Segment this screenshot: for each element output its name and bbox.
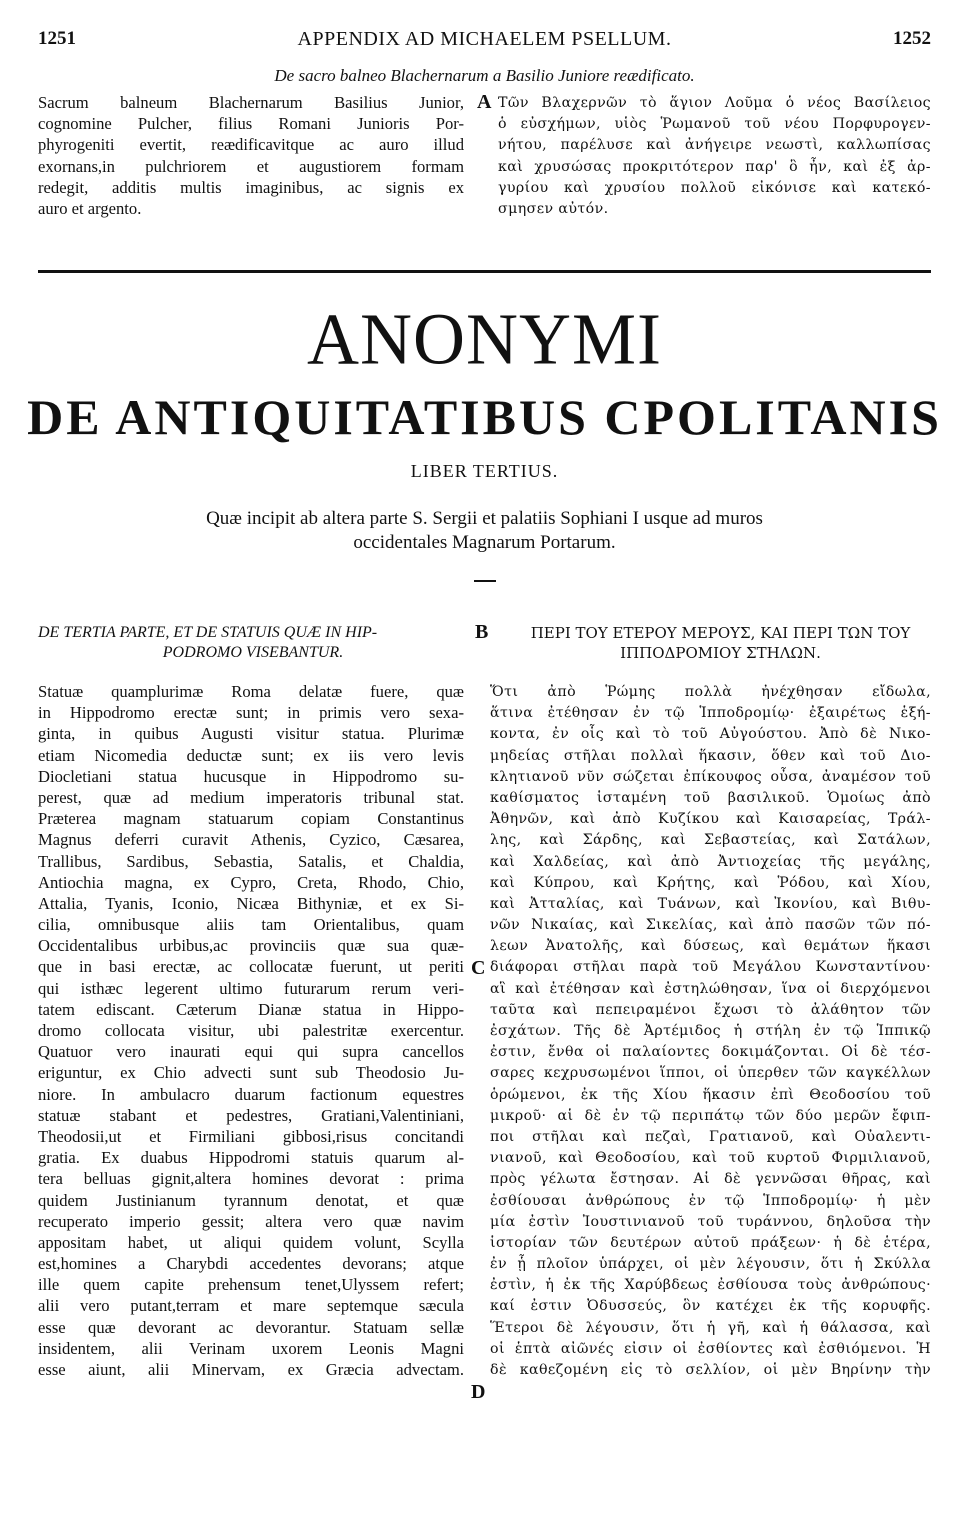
text-line: καὶ Ἀτταλίας, καὶ Τυάνων, καὶ Ἰκονίου, καὶ Βιθυ-: [490, 895, 931, 912]
text-line: ille quem capite prehensum tenet,Ulyssem refert;: [38, 1275, 464, 1295]
page-number-right: 1252: [893, 28, 931, 49]
text-line: πρὸς γέλωτα ἔστησαν. Αἱ δὲ γεννῶσαι θῆρας, καὶ: [490, 1171, 931, 1188]
text-line: Trallibus, Sardibus, Sebastia, Satalis, et Chaldia,: [38, 851, 464, 871]
text-line: Statuæ quamplurimæ Roma delatæ fuere, quæ: [38, 682, 464, 701]
text-line: Sacrum balneum Blachernarum Basilius Junior,: [38, 93, 464, 112]
text-line: esse aiunt, alii Minervam, ex Græcia advectam.: [38, 1360, 464, 1379]
text-line: recuperato imperio gessit; altera vero quæ navim: [38, 1211, 464, 1231]
text-line: Præterea magnam statuarum copiam Constantinus: [38, 809, 464, 829]
text-line: γυρίου καὶ χρυσίου πολλοῦ εἰκόνισε καὶ κατεκό-: [498, 179, 931, 196]
text-line: Occidentalibus urbibus,ac provinciis quæ sua quæ-: [38, 936, 464, 956]
text-line: ποι στῆλαι καὶ πεζαὶ, Γρατιανοῦ, καὶ Οὐαλεντι-: [490, 1128, 931, 1145]
body-latin-column: [38, 681, 464, 1380]
text-line: καὶ χρυσώσας προκριτότερον παρ' ὃ ἦν, καὶ ἐξ ἀρ-: [498, 158, 931, 175]
text-line: auro et argento.: [38, 198, 142, 218]
horizontal-rule: [38, 270, 931, 273]
text-line: Τῶν Βλαχερνῶν τὸ ἅγιον Λοῦμα ὁ νέος Βασίλειος: [498, 95, 931, 111]
text-line: καί ἐστιν Ὀδυσσεύς, ὃν κατέχει ἐκ τῆς κορυφῆς.: [490, 1298, 931, 1315]
text-line: insidentem, alii Verinam uxorem Leonis Magni: [38, 1338, 464, 1358]
text-line: ginta, in quibus Augusti visitur statua. Plurimæ: [38, 724, 464, 744]
text-line: Antiochia magna, ex Cypro, Creta, Rhodo, Chio,: [38, 872, 464, 892]
text-line: in Hippodromo erectæ sunt; in primis vero sexa-: [38, 703, 464, 723]
text-line: ἐν ᾗ πλοῖον ὑπάρχει, οἱ μὲν λέγουσιν, ὅτι ἡ Σκύλλα: [490, 1256, 931, 1273]
text-line: μηδείας στῆλαι πολλαὶ ἥκασιν, ὅθεν καὶ τοῦ Διο-: [490, 747, 931, 764]
text-line: que in basi erectæ, ac collocatæ fuerunt, ut periti: [38, 957, 464, 977]
greek-section-heading-line: ΙΠΠΟΔΡΟΜΙΟΥ ΣΤΗΛΩΝ.: [620, 644, 821, 662]
text-line: καὶ Χαλδείας, καὶ ἀπὸ Ἀντιοχείας τῆς μεγάλης,: [490, 853, 931, 870]
text-line: ἐστιν, ἔνθα οἱ παλαίοντες δοκιμάζονται. Οἱ δὲ τέσ-: [490, 1044, 931, 1061]
section-subheading: De sacro balneo Blachernarum a Basilio Juniore reædificato.: [274, 66, 695, 85]
text-line: niore. In ambulacro duarum factionum equestres: [38, 1084, 464, 1104]
margin-marker-b: B: [475, 621, 489, 643]
text-line: statuæ stabant et pedestres, Gratiani,Valentiniani,: [38, 1105, 464, 1125]
text-line: dromo collocata visitur, ubi palestritæ exercentur.: [38, 1021, 464, 1040]
text-line: σμησεν αὐτόν.: [498, 200, 609, 217]
text-line: ἱστορίαν τῶν δευτέρων αὐτοῦ πράξεων· ἡ δὲ ἑτέρα,: [490, 1234, 931, 1251]
text-line: ὁρώμενοι, ἐκ τῆς Χίου ἥκασιν ἐπὶ Θεοδοσίου τοῦ: [490, 1086, 931, 1103]
text-line: Diocletiani statua hucusque in Hippodromo su-: [38, 766, 464, 786]
text-line: etiam Nicomedia deductæ sunt; ex iis vero levis: [38, 745, 464, 765]
text-line: phyrogeniti evertit, reædificavitque ac auro illud: [38, 135, 464, 155]
text-line: νῶν Νικαίας, καὶ Σικελίας, καὶ ἀπὸ πασῶν τῶν πό-: [490, 917, 931, 934]
text-line: redegit, additis multis imaginibus, ac signis ex: [38, 177, 464, 197]
text-line: qui isthæc legerent ultimo futurarum rerum veri-: [38, 978, 464, 998]
text-line: οἱ ἑπτὰ αἰῶνές εἰσιν οἱ ἐσθίοντες καὶ ἐσθιόμενοι. Ἡ: [490, 1340, 931, 1357]
text-line: Magnus deferri curavit Athenis, Cyzico, Cæsarea,: [38, 830, 464, 850]
text-line: ἅτινα ἐτέθησαν ἐν τῷ Ἱπποδρομίῳ· ἐξαιρέτως ἑξή-: [490, 705, 931, 722]
text-line: ἐστὶν, ἡ ἐκ τῆς Χαρύβδεως ἐσθίουσα τοὺς ἀνθρώπους·: [490, 1277, 931, 1294]
text-line: perest, quæ ad medium imperatoris tribunal stat.: [38, 787, 464, 807]
text-line: Theodosii,ut et Firmiliani gibbosi,risus concitandi: [38, 1126, 464, 1146]
text-line: κοντα, ἐν οἷς καὶ τὸ τοῦ Αὐγούστου. Ἀπὸ δὲ Νικο-: [490, 726, 931, 743]
greek-section-heading-line: ΠΕΡΙ ΤΟΥ ΕΤΕΡΟΥ ΜΕΡΟΥΣ, ΚΑΙ ΠΕΡΙ ΤΩΝ ΤΟΥ: [530, 624, 911, 642]
text-line: exornans,in pulchriorem et augustiorem formam: [38, 156, 464, 176]
text-line: Ὅτι ἀπὸ Ῥώμης πολλὰ ἠνέχθησαν εἴδωλα,: [490, 684, 931, 700]
text-line: Attalia, Tyanis, Iconio, Nicæa Bithyniæ, et ex Si-: [38, 893, 464, 913]
text-line: cognomine Pulcher, filius Romani Junioris Por-: [38, 114, 464, 134]
text-line: Quatuor vero inaurati equi qui supra cancellos: [38, 1042, 464, 1062]
margin-marker-c: C: [471, 957, 486, 979]
text-line: λεων Ἀνατολῆς, καὶ δύσεως, καὶ θεμάτων ἥκασι: [490, 938, 931, 955]
work-title: DE ANTIQUITATIBUS CPOLITANIS: [27, 389, 942, 445]
running-title: APPENDIX AD MICHAELEM PSELLUM.: [297, 28, 672, 50]
text-line: καθίσματος ἱσταμένη τοῦ βασιλικοῦ. Ὁμοίως ἀπὸ: [490, 789, 931, 806]
text-line: μία ἐστὶν Ἰουστινιανοῦ τοῦ τυράννου, δηλοῦσα τὴν: [490, 1213, 931, 1230]
margin-marker-d: D: [471, 1381, 486, 1403]
text-line: σαρες κεχρυσωμένοι ἵπποι, οἱ ὑπερθεν τῶν καγκέλλων: [490, 1065, 931, 1082]
top-latin-column: [38, 92, 464, 219]
greek-section-heading: [510, 623, 931, 663]
text-line: νιανοῦ, καὶ Θεοδοσίου, καὶ τοῦ κυρτοῦ Φιρμιλιανοῦ,: [490, 1150, 931, 1167]
page-number-left: 1251: [38, 28, 76, 49]
text-line: tera belluas gignit,altera homines devorat : prima: [38, 1169, 464, 1189]
text-line: ὁ εὐσχήμων, υἱὸς Ῥωμανοῦ τοῦ νέου Πορφυρογεν-: [498, 116, 931, 133]
book-description-line-1: Quæ incipit ab altera parte S. Sergii et palatiis Sophiani I usque ad muros: [206, 508, 763, 529]
text-line: Ἕτεροι δὲ λέγουσιν, ὅτι ἡ γῆ, καὶ ἡ θάλασσα, καὶ: [490, 1319, 931, 1336]
work-author-title: ANONYMI: [307, 298, 662, 380]
latin-section-heading-line: DE TERTIA PARTE, ET DE STATUIS QUÆ IN HIP-: [38, 624, 378, 641]
book-description-line-2: occidentales Magnarum Portarum.: [353, 532, 616, 553]
text-line: alii vero putant,terram et mare septemque sæcula: [38, 1296, 464, 1316]
text-line: αἳ καὶ ἐτέθησαν καὶ ἐστηλώθησαν, ἵνα οἱ διερχόμενοι: [490, 980, 931, 997]
text-line: ἐσθίουσαι ἀνθρώπους ἐν τῷ Ἱπποδρομίῳ· ἡ μὲν: [490, 1192, 931, 1209]
book-label: LIBER TERTIUS.: [410, 461, 559, 481]
top-greek-column: [498, 93, 931, 220]
latin-section-heading-line: PODROMO VISEBANTUR.: [162, 644, 344, 661]
text-line: κλητιανοῦ νῦν σώζεται ἐπίκουφος οὖσα, ἀναμέσον τοῦ: [490, 768, 931, 785]
text-line: quidem Justinianum tyrannum denotat, et quæ: [38, 1190, 464, 1210]
text-line: νήτου, παρέλυσε καὶ ἀνήγειρε νεωστὶ, καλλωπίσας: [498, 137, 931, 154]
latin-section-heading: [38, 623, 468, 663]
text-line: gratia. Ex duabus Hippodromi statuis quarum al-: [38, 1148, 464, 1168]
text-line: Ἀθηνῶν, καὶ ἀπὸ Κυζίκου καὶ Καισαρείας, Τράλ-: [490, 811, 931, 828]
text-line: δὲ καθεζομένη εἰς τὸ σελλίον, οἱ μὲν Βηρίνην τὴν: [490, 1362, 931, 1378]
text-line: ταῦτα καὶ πεπειραμένοι ἔχωσι τὸ ἀλάθητον τῶν: [490, 1001, 931, 1018]
text-line: ἐσχάτων. Τῆς δὲ Ἀρτέμιδος ἡ στήλη ἐν τῷ Ἱππικῷ: [490, 1023, 931, 1039]
text-line: tatem ediscant. Cæterum Dianæ statua in Hippo-: [38, 999, 464, 1019]
text-line: esse quæ devorant ac devorantur. Statuam sellæ: [38, 1317, 464, 1337]
text-line: λης, καὶ Σάρδης, καὶ Σεβαστείας, καὶ Σατάλων,: [490, 832, 931, 849]
text-line: cilia, omnibusque aliis tam Orientalibus, quam: [38, 915, 464, 935]
text-line: μικροῦ· αἱ δὲ ἐν τῷ περιπάτῳ τῶν δύο μερῶν ἔφιπ-: [490, 1107, 931, 1124]
separator-dash: [474, 580, 496, 582]
text-line: διάφοραι στῆλαι παρὰ τοῦ Μεγάλου Κωνσταντίνου·: [490, 959, 931, 976]
text-line: καὶ Κύπρου, καὶ Κρήτης, καὶ Ῥόδου, καὶ Χίου,: [490, 874, 931, 891]
text-line: appositam habet, ut aliqui quidem volunt, Scylla: [38, 1232, 464, 1252]
body-greek-column: [490, 682, 931, 1381]
running-header: [38, 28, 931, 56]
text-line: eriguntur, ex Chio advecti sunt sub Theodosio Ju-: [38, 1063, 464, 1083]
margin-marker-a: A: [477, 91, 492, 113]
text-line: est,homines a Charybdi accedentes devorans; atque: [38, 1254, 464, 1274]
